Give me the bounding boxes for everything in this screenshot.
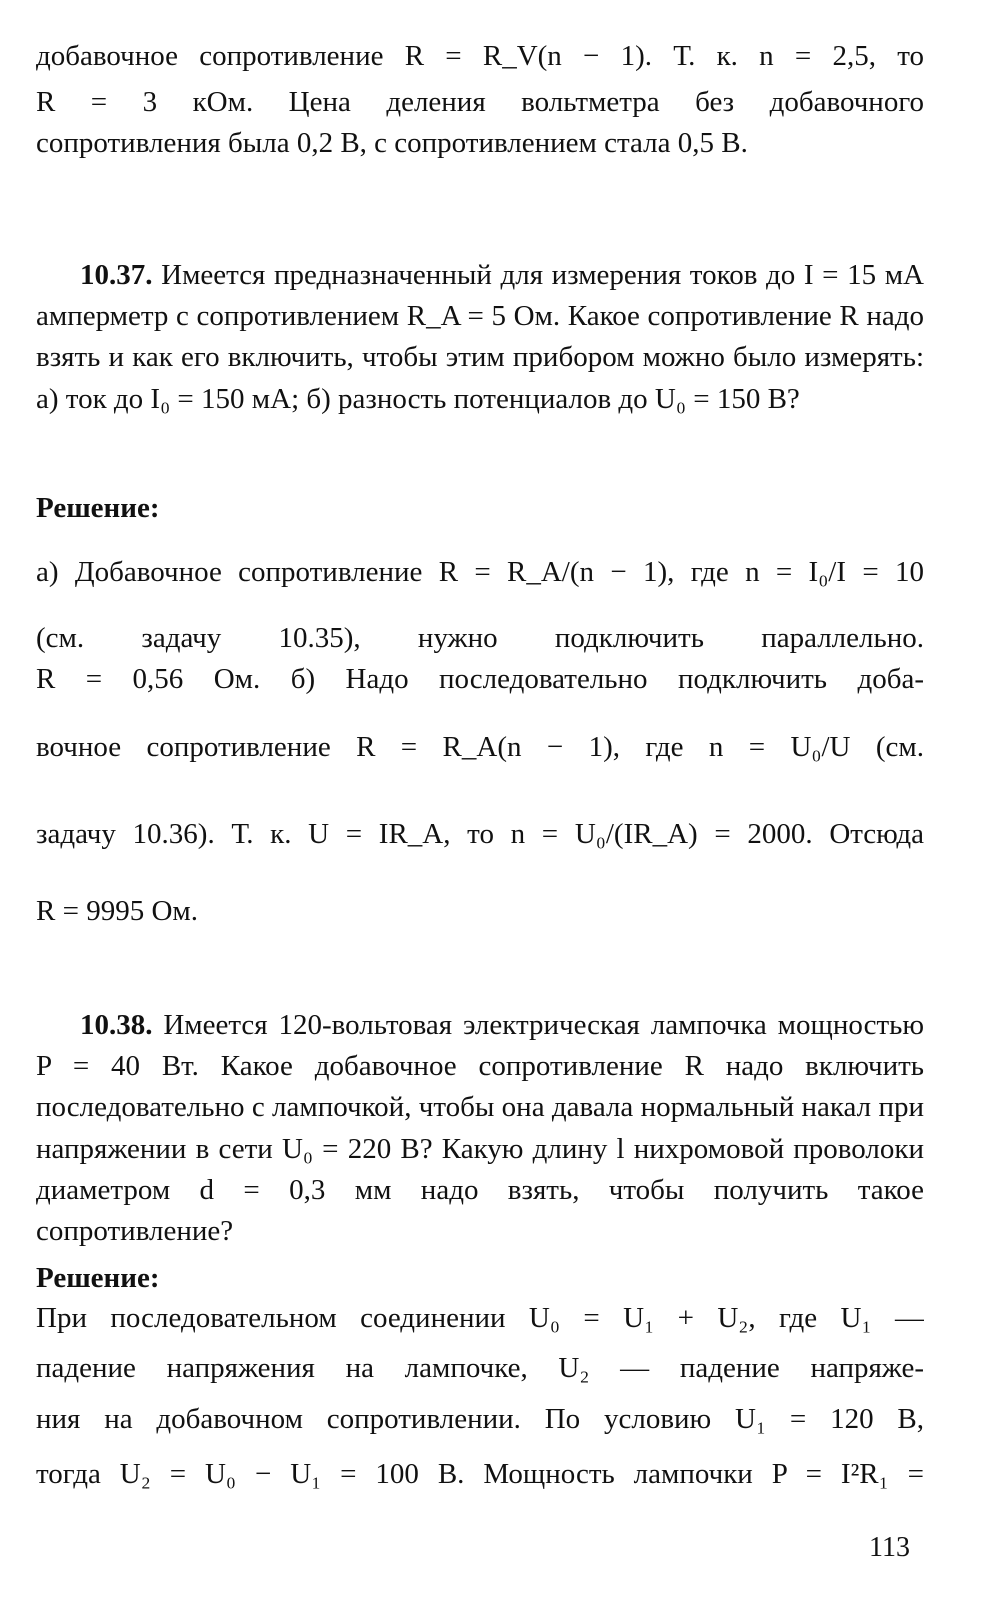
page-number: 113 [869, 1532, 910, 1563]
problem-number: 10.38. [80, 1009, 153, 1041]
problem-text: Имеется 120-вольтовая электрическая лампочка мощностью P = 40 Вт. Какое добавочное сопротивление R надо включить последовательно с лампочкой, чтобы она давала нормальный накал при напряжении в сети U₀ = 220 В? Какую длину l нихромовой проволоки диаметром d = 0,3 мм надо взять, чтобы получить такое сопротивление? [36, 1009, 925, 1247]
solution-line-2: падение напряжения на лампочке, U₂ — падение напряже- [36, 1352, 924, 1384]
solution-heading-10-38: Решение: [36, 1262, 160, 1294]
solution-b-line-1: R = 0,56 Ом. б) Надо последовательно подключить доба- [36, 663, 924, 695]
solution-a-line-2: (см. задачу 10.35), нужно подключить параллельно. [36, 622, 924, 654]
top-line-3: сопротивления была 0,2 В, с сопротивлением стала 0,5 В. [36, 127, 748, 159]
problem-number: 10.37. [80, 259, 153, 291]
solution-b-line-2: вочное сопротивление R = R_A(n − 1), где n = U₀/U (см. [36, 731, 924, 763]
solution-b-line-4: R = 9995 Ом. [36, 895, 198, 927]
solution-a-line-1: а) Добавочное сопротивление R = R_A/(n − 1), где n = I₀/I = 10 [36, 556, 924, 588]
problem-text: Имеется предназначенный для измерения токов до I = 15 мА амперметр с сопротивлением R_A = 5 Ом. Какое сопротивление R надо взять и как его включить, чтобы этим прибором можно было измерять: а) ток до I₀ = 150 мА; б) разность потенциалов до U₀ = 150 В? [36, 259, 925, 415]
top-line-2: R = 3 кОм. Цена деления вольтметра без добавочного [36, 86, 924, 118]
solution-heading-10-37: Решение: [36, 492, 160, 524]
top-line-1: добавочное сопротивление R = R_V(n − 1). Т. к. n = 2,5, то [36, 40, 924, 72]
problem-10-37 [36, 255, 924, 420]
solution-line-4: тогда U₂ = U₀ − U₁ = 100 В. Мощность лампочки P = I²R₁ = [36, 1458, 924, 1490]
problem-10-38 [36, 1005, 924, 1252]
solution-line-3: ния на добавочном сопротивлении. По условию U₁ = 120 В, [36, 1403, 924, 1435]
solution-line-1: При последовательном соединении U₀ = U₁ + U₂, где U₁ — [36, 1302, 924, 1334]
solution-b-line-3: задачу 10.36). Т. к. U = IR_A, то n = U₀/(IR_A) = 2000. Отсюда [36, 818, 924, 850]
